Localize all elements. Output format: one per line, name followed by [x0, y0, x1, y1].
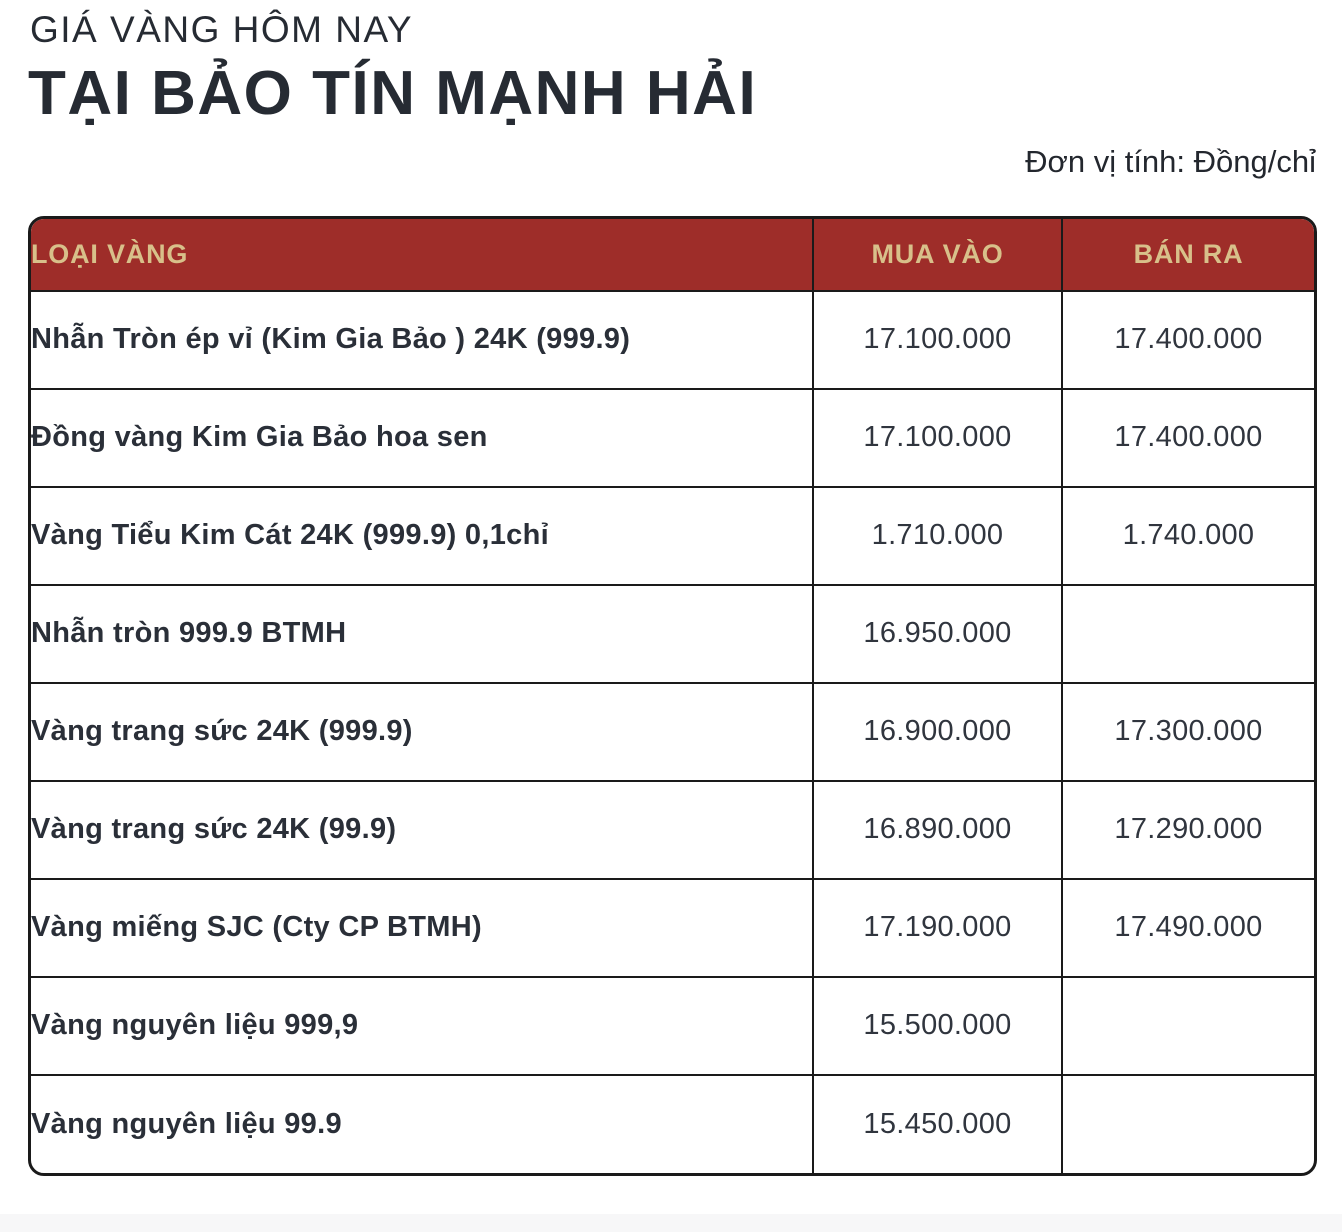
buy-price-cell: 17.100.000	[813, 389, 1062, 487]
column-header-buy: MUA VÀO	[813, 219, 1062, 291]
buy-price-cell: 16.890.000	[813, 781, 1062, 879]
table-row	[31, 781, 1314, 879]
column-header-sell: BÁN RA	[1062, 219, 1314, 291]
table-row	[31, 389, 1314, 487]
sell-price-cell: 17.400.000	[1062, 389, 1314, 487]
page-kicker: GIÁ VÀNG HÔM NAY	[30, 9, 414, 50]
sell-price-cell	[1062, 585, 1314, 683]
table-row	[31, 487, 1314, 585]
gold-type-cell: Vàng Tiểu Kim Cát 24K (999.9) 0,1chỉ	[31, 487, 813, 585]
gold-type-cell: Vàng nguyên liệu 999,9	[31, 977, 813, 1075]
column-header-gold-type: LOẠI VÀNG	[31, 219, 813, 291]
table-header-row	[31, 219, 1314, 291]
gold-type-cell: Vàng miếng SJC (Cty CP BTMH)	[31, 879, 813, 977]
table-row	[31, 879, 1314, 977]
gold-type-cell: Đồng vàng Kim Gia Bảo hoa sen	[31, 389, 813, 487]
buy-price-cell: 17.190.000	[813, 879, 1062, 977]
table-row	[31, 291, 1314, 389]
table-row	[31, 585, 1314, 683]
buy-price-cell: 16.950.000	[813, 585, 1062, 683]
unit-note: Đơn vị tính: Đồng/chỉ	[1025, 143, 1316, 179]
buy-price-cell: 16.900.000	[813, 683, 1062, 781]
table-row	[31, 977, 1314, 1075]
sell-price-cell: 17.490.000	[1062, 879, 1314, 977]
page-background-strip	[0, 1214, 1342, 1232]
table-row	[31, 683, 1314, 781]
buy-price-cell: 15.450.000	[813, 1075, 1062, 1173]
buy-price-cell: 1.710.000	[813, 487, 1062, 585]
gold-type-cell: Vàng nguyên liệu 99.9	[31, 1075, 813, 1173]
sell-price-cell: 17.400.000	[1062, 291, 1314, 389]
price-table-body	[31, 291, 1314, 1173]
gold-price-table	[28, 216, 1317, 1176]
sell-price-cell: 1.740.000	[1062, 487, 1314, 585]
sell-price-cell: 17.300.000	[1062, 683, 1314, 781]
sell-price-cell	[1062, 977, 1314, 1075]
page-title: TẠI BẢO TÍN MẠNH HẢI	[28, 58, 758, 128]
buy-price-cell: 17.100.000	[813, 291, 1062, 389]
sell-price-cell: 17.290.000	[1062, 781, 1314, 879]
sell-price-cell	[1062, 1075, 1314, 1173]
buy-price-cell: 15.500.000	[813, 977, 1062, 1075]
gold-type-cell: Vàng trang sức 24K (99.9)	[31, 781, 813, 879]
gold-type-cell: Vàng trang sức 24K (999.9)	[31, 683, 813, 781]
gold-type-cell: Nhẫn Tròn ép vỉ (Kim Gia Bảo ) 24K (999.9)	[31, 291, 813, 389]
table-row	[31, 1075, 1314, 1173]
gold-type-cell: Nhẫn tròn 999.9 BTMH	[31, 585, 813, 683]
